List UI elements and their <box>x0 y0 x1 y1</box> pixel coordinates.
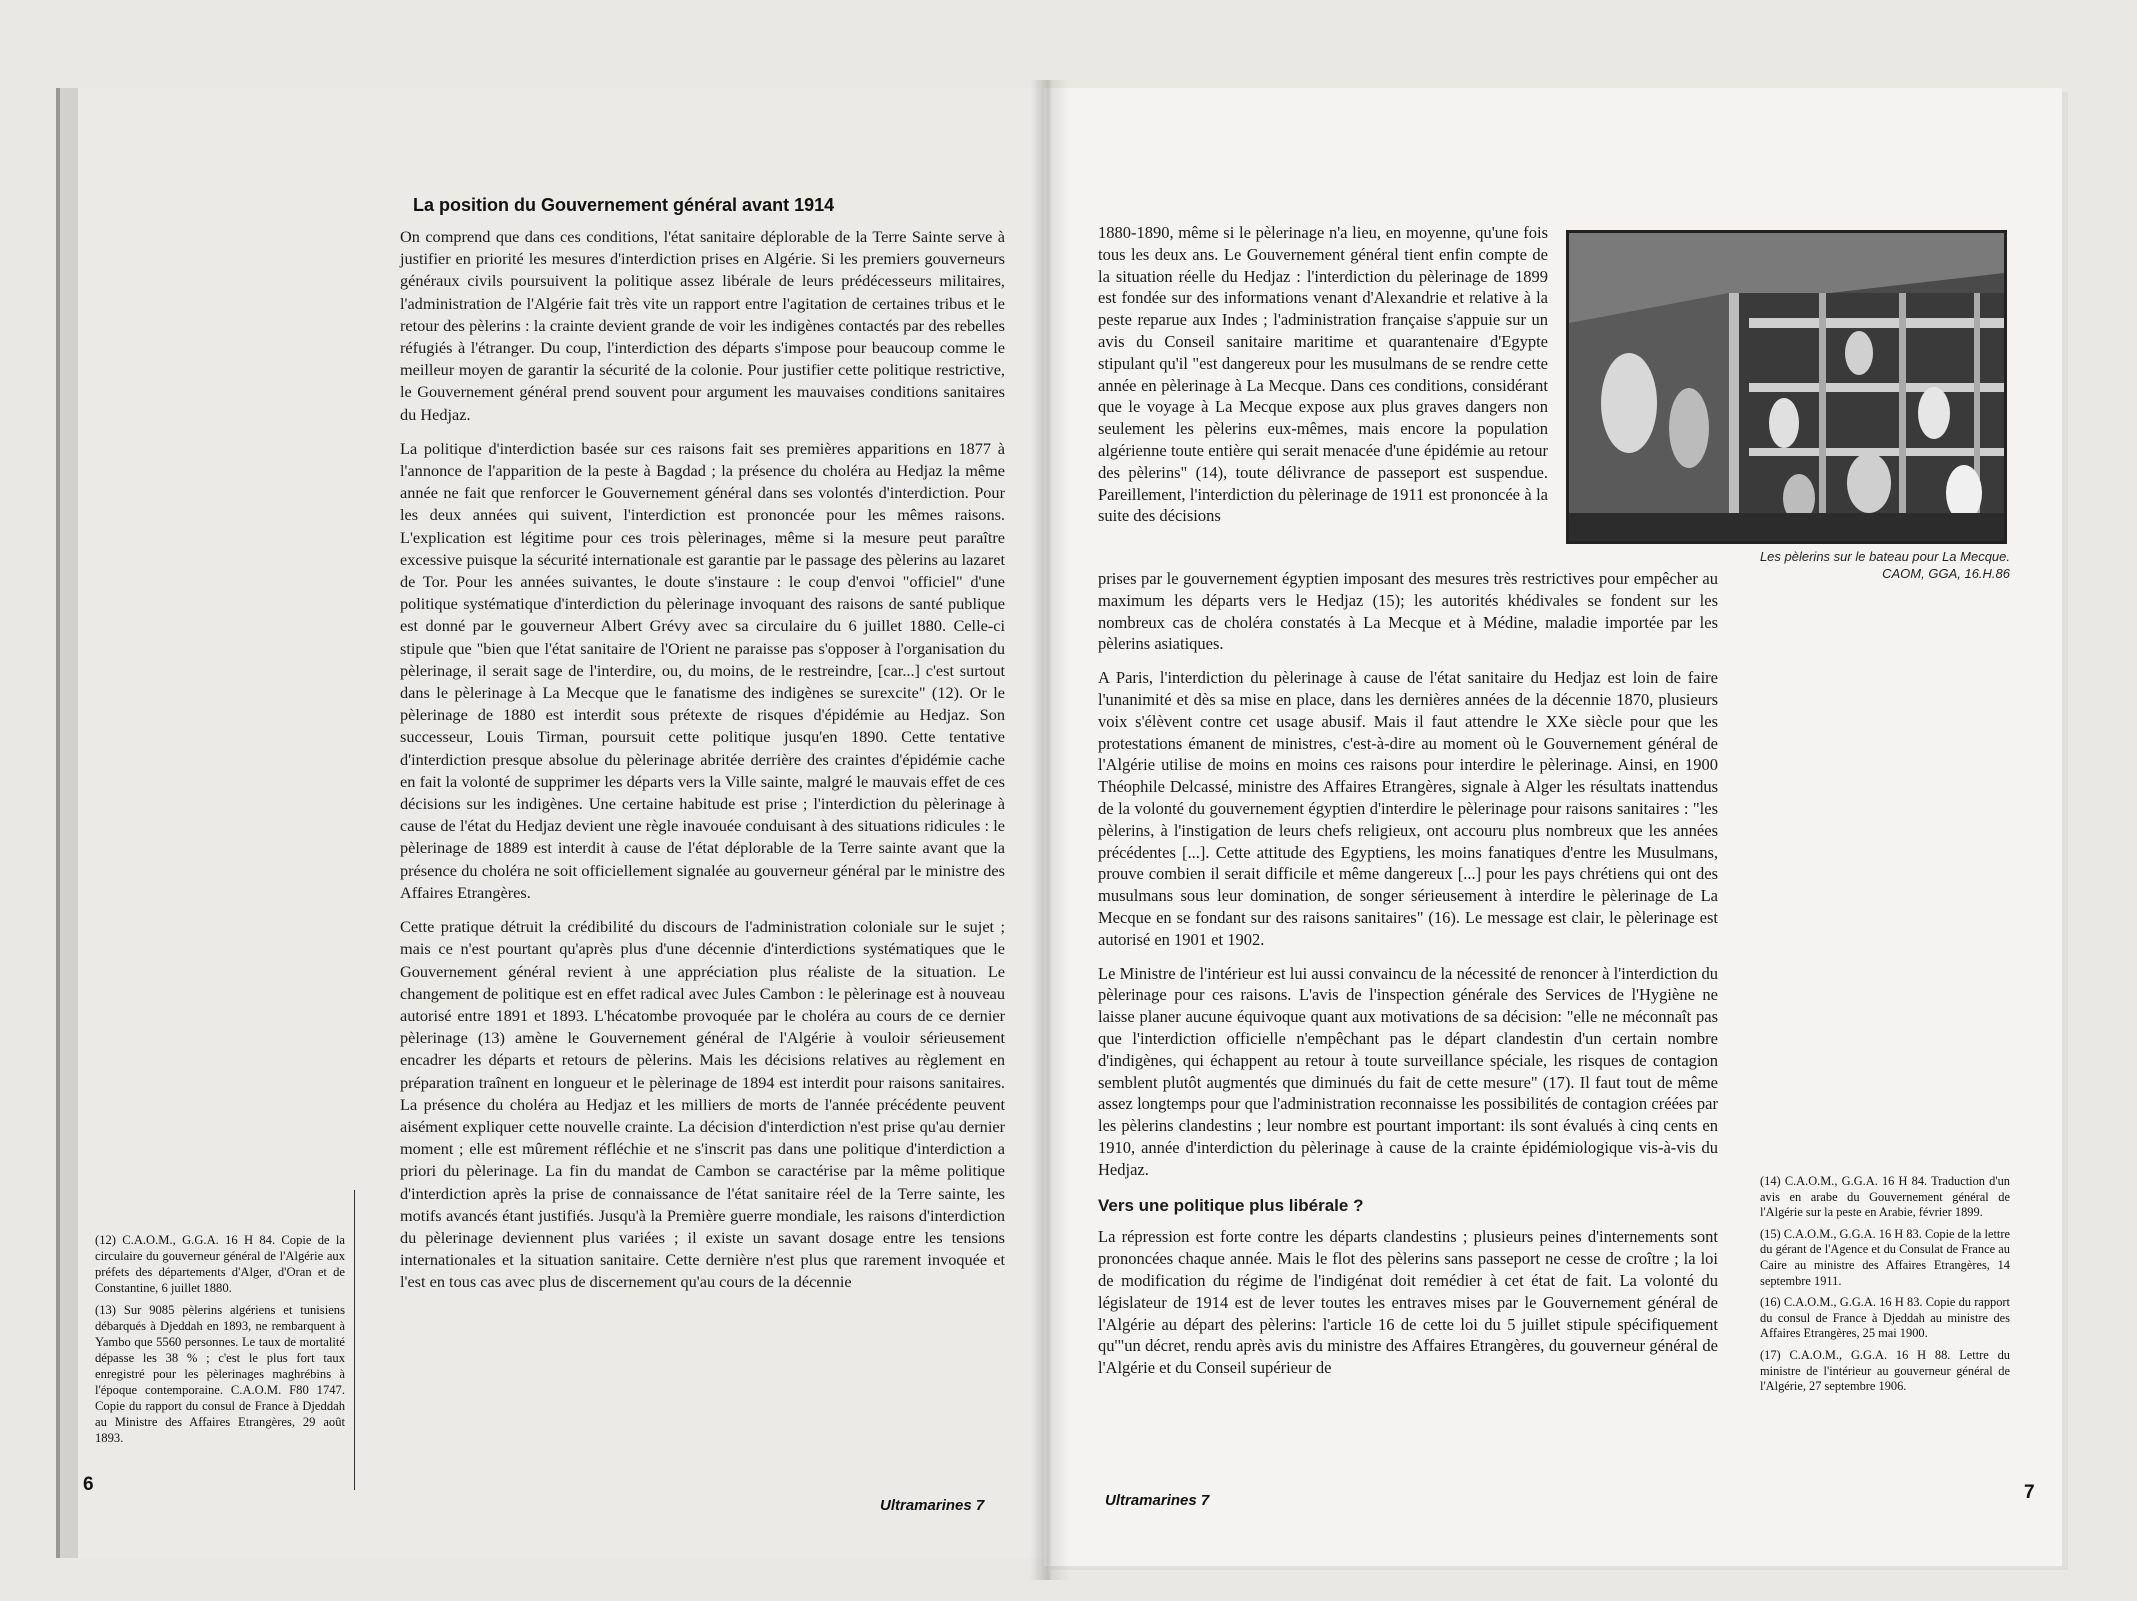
footnote-divider <box>354 1190 355 1490</box>
footnote-14: (14) C.A.O.M., G.G.A. 16 H 84. Traduction d'un avis en arabe du Gouvernement général de l'Algérie sur la peste en Arabie, février 1899. <box>1760 1174 2010 1220</box>
page-number-right: 7 <box>2024 1482 2035 1503</box>
subheading: Vers une politique plus libérale ? <box>1098 1195 1364 1215</box>
running-footer-right: Ultramarines 7 <box>1105 1492 1210 1509</box>
pilgrims-ship-photo <box>1566 230 2007 544</box>
left-paragraph-2: La politique d'interdiction basée sur ces raisons fait ses premières apparitions en 1877 à l'annonce de l'apparition de la peste à Bagdad ; la présence du choléra au Hedjaz la même année ne fait que renforcer le Gouvernement général dans ses volontés d'interdiction. Pour les deux années qui suivent, l'interdiction est prononcée pour les mêmes raisons. L'explication est légitime pour ces trois pèlerinages, même si la mesure peut paraître excessive puisque la sécurité internationale est garantie par le passage des pèlerins au lazaret de Tor. Pour les années suivantes, le doute s'instaure : le coup d'envoi "officiel" d'une politique systématique d'interdiction du pèlerinage invoquant des raisons de santé publique est donné par le gouverneur Albert Grévy avec sa circulaire du 6 juillet 1880. Celle-ci stipule que "bien que l'état sanitaire de l'Orient ne paraisse pas s'opposer à l'organisation du pèlerinage, il serait sage de l'interdire, ou, du moins, de le restreindre, [car...] c'est surtout dans le pèlerinage à La Mecque que le fanatisme des indigènes se surexcite" (12). Or le pèlerinage de 1880 est interdit sous prétexte de risques d'épidémie au Hedjaz. Son successeur, Louis Tirman, poursuit cette politique jusqu'en 1890. Cette tentative d'interdiction presque absolue du pèlerinage abritée derrière des craintes d'épidémie cache en fait la volonté de supprimer les départs vers la Ville sainte, malgré le mauvais effet de ces décisions sur les indigènes. Une certaine habitude est prise ; l'interdiction du pèlerinage à cause de l'état du Hedjaz devient une règle inavouée conduisant à des situations ridicules : le pèlerinage de 1889 est interdit à cause de l'état déplorable de la Terre sainte avant que la présence du choléra ne soit officiellement signalée au gouverneur général par le ministre des Affaires Etrangères. <box>400 438 1005 902</box>
right-paragraph-1: 1880-1890, même si le pèlerinage n'a lieu, en moyenne, qu'une fois tous les deux ans. Le Gouvernement général tient enfin compte de la situation réelle du Hedjaz : l'interdiction du pèlerinage de 1899 est fondée sur des informations venant d'Alexandrie et relative à la peste reparue aux Indes ; l'administration française s'appuie sur un avis du Conseil sanitaire maritime et quarantenaire d'Egypte stipulant qu'il "est dangereux pour les musulmans de se rendre cette année en pèlerinage à La Mecque. Dans ces conditions, considérant que le voyage à La Mecque expose aux plus graves dangers non seulement les pèlerins eux-mêmes, mais encore la population algérienne toute entière qui serait menacée d'une épidémie au retour des pèlerins" (14), toute délivrance de passeport est suspendue. Pareillement, l'interdiction du pèlerinage de 1911 est prononcée à la suite des décisions <box>1098 223 1548 526</box>
page-number-left: 6 <box>83 1474 94 1495</box>
section-title: La position du Gouvernement général avant 1914 <box>413 195 835 215</box>
footnote-13: (13) Sur 9085 pèlerins algériens et tunisiens débarqués à Djeddah en 1893, ne rembarquent à Yambo que 5560 personnes. Le taux de mortalité dépasse les 38 % ; c'est le plus fort taux enregistré pour les pèlerinages maghrébins à l'époque contemporaine. C.A.O.M. F80 1747. Copie du rapport du consul de France à Djeddah au Ministre des Affaires Etrangères, 29 août 1893. <box>95 1303 345 1445</box>
photo-image <box>1569 233 2004 541</box>
left-paragraph-3: Cette pratique détruit la crédibilité du discours de l'administration coloniale sur le sujet ; mais ce n'est pourtant qu'après plus d'une décennie d'interdictions systématiques que le Gouvernement général revient à une appréciation plus réaliste de la situation. Le changement de politique est en effet radical avec Jules Cambon : le pèlerinage est à nouveau autorisé entre 1891 et 1893. L'hécatombe provoquée par le choléra au cours de ce dernier pèlerinage (13) amène le Gouvernement général de l'Algérie à vouloir sérieusement encadrer les départs et retours de pèlerins. Mais les décisions relatives au règlement en préparation traînent en longueur et le pèlerinage de 1894 est interdit pour raisons sanitaires. La présence du choléra au Hedjaz et les milliers de morts de l'année précédente peuvent aisément expliquer cette nouvelle crainte. La décision d'interdiction n'est prise qu'au dernier moment ; elle est mûrement réfléchie et ne s'inscrit pas dans une politique d'interdiction a priori du pèlerinage. La fin du mandat de Cambon se caractérise par la même politique d'interdiction après la prise de connaissance de l'état sanitaire réel de la Terre sainte, les motifs avancés étant justifiés. Jusqu'à la Première guerre mondiale, les raisons d'interdiction du pèlerinage deviennent plus variées ; il existe un savant dosage entre les tensions internationales et la situation sanitaire. Cette dernière n'est plus que rarement invoquée et l'est en tous cas avec plus de discernement qu'au cours de la décennie <box>400 917 1005 1292</box>
footnote-12: (12) C.A.O.M., G.G.A. 16 H 84. Copie de la circulaire du gouverneur général de l'Algérie aux préfets des départements d'Alger, d'Oran et de Constantine, 6 juillet 1880. <box>95 1233 345 1295</box>
left-paragraph-1: On comprend que dans ces conditions, l'état sanitaire déplorable de la Terre Sainte serve à justifier en priorité les mesures d'interdiction prises en Algérie. Si les premiers gouverneurs généraux civils poursuivent la politique assez libérale de leurs prédécesseurs militaires, l'administration de l'Algérie fait très vite un rapport entre l'agitation de certaines tribus et le retour des pèlerins : la crainte devient grande de voir les indigènes contactés par des rebelles réfugiés à l'étranger. Du coup, l'interdiction des départs s'impose pour beaucoup comme le meilleur moyen de garantir la sécurité de la colonie. Pour justifier cette politique restrictive, le Gouvernement général prend souvent pour argument les mauvaises conditions sanitaires du Hedjaz. <box>400 227 1005 424</box>
right-paragraph-5: La répression est forte contre les départs clandestins ; plusieurs peines d'internements sont prononcées chaque année. Mais le flot des pèlerins sans passeport ne cesse de croître ; la loi de modification du régime de l'indigénat doit remédier à cet état de fait. La volonté du législateur de 1914 est de lever toutes les entraves mises par le Gouvernement général de l'Algérie au départ des pèlerins: l'article 16 de cette loi du 5 juillet stipule spécifiquement qu'"un décret, rendu après avis du ministre des Affaires Etrangères, du gouverneur général de l'Algérie et du Conseil supérieur de <box>1098 1227 1718 1378</box>
footnote-15: (15) C.A.O.M., G.G.A. 16 H 83. Copie de la lettre du gérant de l'Agence et du Consulat de France au Caire au ministre des Affaires Etrangères, 14 septembre 1911. <box>1760 1226 2010 1288</box>
running-footer-left: Ultramarines 7 <box>880 1497 985 1514</box>
left-main-column <box>400 226 1005 1306</box>
left-footnotes <box>95 1232 345 1452</box>
right-top-column <box>1098 222 1548 539</box>
photo-caption: Les pèlerins sur le bateau pour La Mecque. CAOM, GGA, 16.H.86 <box>1759 549 2010 581</box>
book-gutter <box>1030 80 1070 1580</box>
footnote-17: (17) C.A.O.M., G.G.A. 16 H 88. Lettre du ministre de l'intérieur au gouverneur général de l'Algérie, 27 septembre 1906. <box>1760 1347 2010 1394</box>
right-footnotes <box>1760 1174 2010 1401</box>
right-paragraph-4: Le Ministre de l'intérieur est lui aussi convaincu de la nécessité de renoncer à l'interdiction du pèlerinage pour ces raisons. L'avis de l'inspection générale des Services de l'Hygiène ne laisse planer aucune équivoque quant aux motivations de sa décision: "elle ne méconnaît pas que l'interdiction officielle n'empêchant pas le départ clandestin d'un certain nombre d'indigènes, qui échappent au retour à toute surveillance spéciale, les risques de contagion semblent plutôt augmentés que diminués du fait de cette mesure" (17). Il faut tout de même assez longtemps pour que l'administration reconnaisse les possibilités de contagion créées par les pèlerins clandestins ; leur nombre est pourtant important: ils sont évalués à cinq cents en 1910, année d'interdiction du pèlerinage à cause de la crainte épidémiologique vis-à-vis du Hedjaz. <box>1098 963 1718 1179</box>
footnote-16: (16) C.A.O.M., G.G.A. 16 H 83. Copie du rapport du consul de France à Djeddah au ministre des Affaires Etrangères, 25 mai 1900. <box>1760 1295 2010 1341</box>
right-paragraph-2: prises par le gouvernement égyptien imposant des mesures très restrictives pour empêcher au maximum les départs vers le Hedjaz (15); les autorités khédivales se fondent sur les nombreux cas de choléra constatés à La Mecque et à Médine, maladie importée par les pèlerins asiatiques. <box>1098 569 1718 654</box>
right-main-column <box>1098 568 1718 1391</box>
right-paragraph-3: A Paris, l'interdiction du pèlerinage à cause de l'état sanitaire du Hedjaz est loin de faire l'unanimité et dès sa mise en place, dans les dernières années de la décennie 1870, plusieurs voix s'élèvent contre cet usage abusif. Mais il faut attendre le XXe siècle pour que les protestations émanent de ministres, c'est-à-dire au moment où le Gouvernement général de l'Algérie utilise de moins en moins ces raisons pour interdire le pèlerinage. Ainsi, en 1900 Théophile Delcassé, ministre des Affaires Etrangères, signale à Alger les résultats inattendus de la volonté du gouvernement égyptien d'interdire le pèlerinage pour raisons sanitaires : "les pèlerins, à l'instigation de leurs chefs religieux, ont accouru plus nombreux que les années précédentes [...]. Cette attitude des Egyptiens, les moins fanatiques d'entre les Musulmans, prouve combien il serait difficile et même dangereux [...] pour les pays chrétiens qui ont des musulmans sous leur domination, de songer sérieusement à interdire le pèlerinage de La Mecque en se fondant sur des raisons sanitaires" (16). Le message est clair, le pèlerinage est autorisé en 1901 et 1902. <box>1098 668 1718 949</box>
